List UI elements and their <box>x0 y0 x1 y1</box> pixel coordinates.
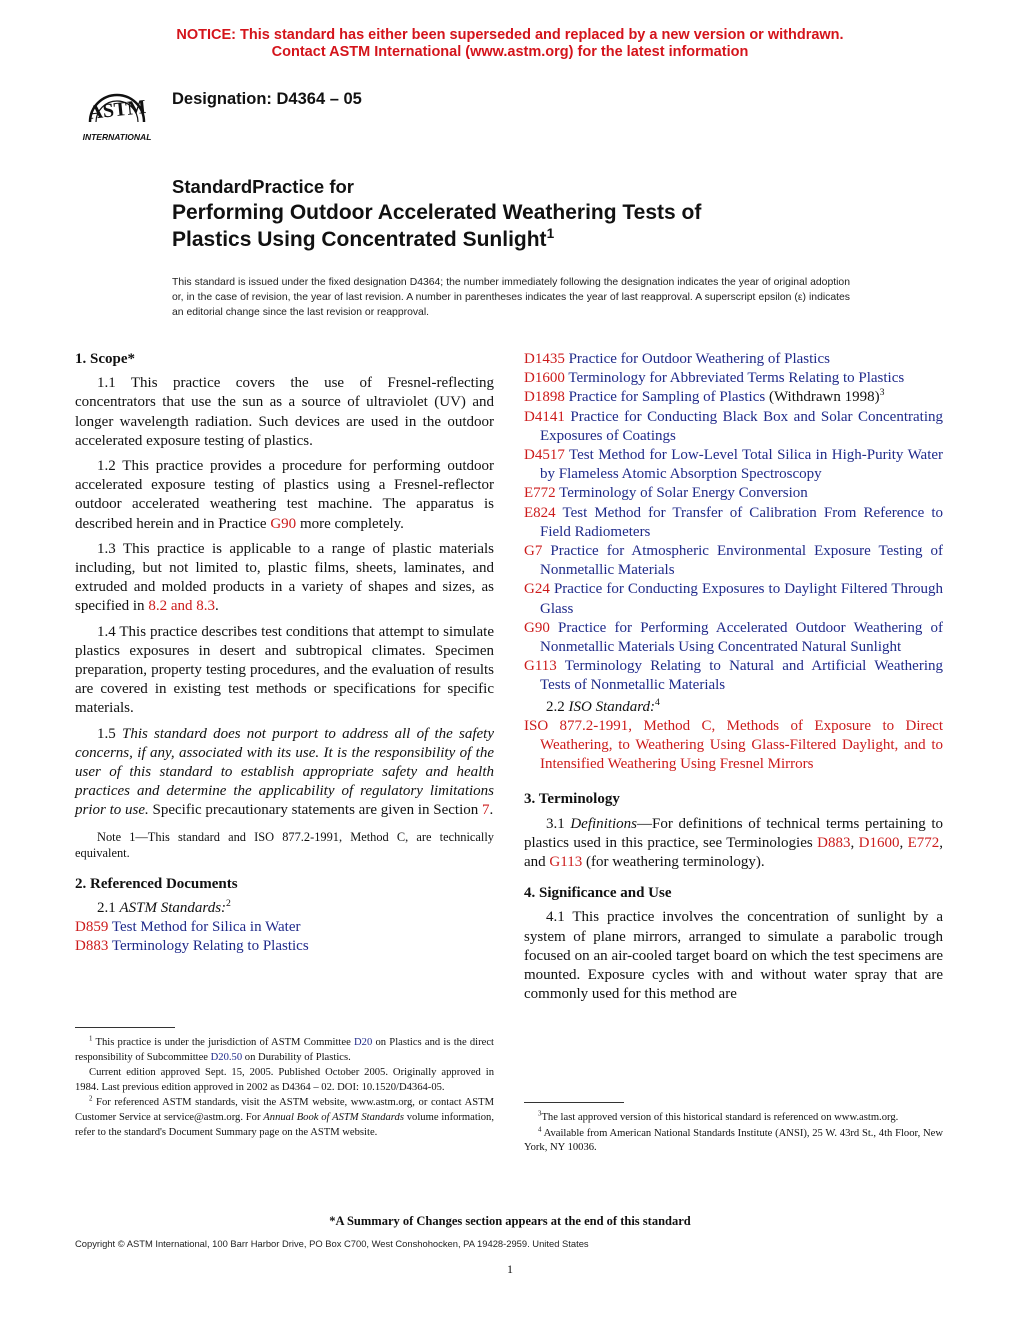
footnote-1-text-c: on Durability of Plastics. <box>242 1051 351 1063</box>
ref-item[interactable] <box>524 542 943 580</box>
title-block <box>172 175 872 253</box>
footnotes-right <box>524 1111 943 1157</box>
para-3-1-text-b: (for weathering terminology). <box>582 854 765 871</box>
para-2-2-sup: 4 <box>655 696 660 708</box>
para-1-5-text-b: Specific precautionary statements are given in Section <box>148 802 482 819</box>
sep: , <box>850 834 859 851</box>
iso-ref-text[interactable]: ISO 877.2-1991, Method C, Methods of Exposure to Direct Weathering, to Weathering Using Glass-Filtered Daylight, and to Intensified Weathering Using Fresnel Mirrors <box>524 717 943 773</box>
para-2-1 <box>75 899 494 918</box>
ref-item[interactable] <box>75 918 494 937</box>
footnote-1 <box>75 1036 494 1065</box>
ref-item[interactable] <box>524 408 943 446</box>
footnote-3-mark: 3 <box>538 1110 542 1118</box>
ref-code[interactable]: D4141 <box>524 408 565 425</box>
footnote-rule-left <box>75 1027 175 1028</box>
para-1-3-text-a: 1.3 This practice is applicable to a range of plastic materials including, but not limited to, plastic films, sheets, laminates, and extruded and molded products in a variety of shapes and sizes, as specified in <box>75 540 494 615</box>
para-3-1 <box>524 815 943 873</box>
sep: , <box>899 834 908 851</box>
para-1-3 <box>75 540 494 617</box>
para-1-2-text-b: more completely. <box>296 515 404 532</box>
ref-code[interactable]: D4517 <box>524 447 565 464</box>
ref-code[interactable]: G24 <box>524 581 550 598</box>
ref-title[interactable]: Practice for Conducting Exposures to Daylight Filtered Through Glass <box>540 581 944 617</box>
footnotes-left <box>75 1036 494 1141</box>
referenced-list-right <box>524 350 943 696</box>
footnote-2-mark: 2 <box>89 1095 93 1103</box>
ref-title[interactable]: Terminology for Abbreviated Terms Relating to Plastics <box>568 370 905 387</box>
ref-title[interactable]: Test Method for Silica in Water <box>111 919 301 936</box>
ref-item[interactable] <box>524 369 943 388</box>
ref-code[interactable]: D883 <box>75 938 109 955</box>
footnote-3-text: The last approved version of this historical standard is referenced on www.astm.org. <box>541 1112 899 1123</box>
title-line-1: Performing Outdoor Accelerated Weathering Tests of <box>172 201 702 224</box>
logo-text: ASTM <box>87 96 148 124</box>
ref-item[interactable] <box>524 350 943 369</box>
right-column <box>524 350 943 1011</box>
para-1-2 <box>75 457 494 534</box>
ref-title[interactable]: Terminology Relating to Natural and Artificial Weathering Tests of Nonmetallic Materials <box>540 658 943 694</box>
para-1-5-italic: This standard does not purport to address all of the safety concerns, if any, associated with its use. It is the responsibility of the user of this standard to establish appropriate safety and health practices and determine the applicability of regulatory limitations prior to use. <box>75 725 495 819</box>
footnote-1-mark: 1 <box>89 1035 93 1043</box>
note-1: Note 1—This standard and ISO 877.2-1991, Method C, are technically equivalent. <box>75 829 494 860</box>
logo-subtext: INTERNATIONAL <box>82 132 152 142</box>
notice-line-2: Contact ASTM International (www.astm.org) for the latest information <box>271 44 749 60</box>
title-footnote-mark: 1 <box>546 226 555 241</box>
footnote-1-edition: Current edition approved Sept. 15, 2005. Published October 2005. Originally approved in 1984. Last previous edition approved in 2002 as D4364 – 02. DOI: 10.1520/D4364-05. <box>75 1067 494 1093</box>
ref-title[interactable]: Test Method for Transfer of Calibration From Reference to Field Radiometers <box>540 504 943 540</box>
ref-item[interactable] <box>524 388 943 407</box>
footnote-3 <box>524 1111 943 1126</box>
ref-title[interactable]: Practice for Performing Accelerated Outdoor Weathering of Nonmetallic Materials Using Concentrated Natural Sunlight <box>540 619 944 656</box>
footnote-1-text-a: This practice is under the jurisdiction of ASTM Committee <box>95 1037 355 1048</box>
ref-suffix: (Withdrawn 1998) <box>765 389 880 406</box>
footnote-2-italic: Annual Book of ASTM Standards <box>263 1111 404 1123</box>
link-e772[interactable]: E772 <box>907 834 940 851</box>
para-1-4: 1.4 This practice describes test conditions that attempt to simulate plastics exposures in desert and subtropical climates. Specimen preparation, property testing procedures, and the evaluation of results are covered in existing test methods or specifications for specific materials. <box>75 623 494 717</box>
ref-footnote-mark: 3 <box>879 387 885 399</box>
ref-item[interactable] <box>524 446 943 484</box>
para-3-1-num: 3.1 <box>546 815 571 832</box>
para-3-1-text-a: —For definitions of technical terms pertaining to plastics used in this practice, see Terminologies <box>524 815 943 851</box>
iso-ref[interactable] <box>524 717 943 775</box>
significance-heading: 4. Significance and Use <box>524 885 672 902</box>
para-2-1-italic: ASTM Standards: <box>119 899 227 916</box>
footnote-4-mark: 4 <box>538 1126 542 1134</box>
ref-code[interactable]: G113 <box>524 658 557 675</box>
ref-title[interactable]: Practice for Sampling of Plastics <box>568 389 766 406</box>
designation: Designation: D4364 – 05 <box>172 90 362 108</box>
ref-code[interactable]: E772 <box>524 485 556 502</box>
ref-code[interactable]: D1600 <box>524 370 565 387</box>
footnote-4 <box>524 1127 943 1156</box>
ref-title[interactable]: Terminology of Solar Energy Conversion <box>559 485 808 502</box>
title-line-2-text: Plastics Using Concentrated Sunlight <box>172 228 547 251</box>
ref-item[interactable] <box>524 657 943 695</box>
ref-title[interactable]: Practice for Atmospheric Environmental Exposure Testing of Nonmetallic Materials <box>540 543 944 579</box>
para-1-5 <box>75 725 494 821</box>
ref-item[interactable] <box>524 484 943 503</box>
ref-code[interactable]: D859 <box>75 919 109 936</box>
para-3-1-italic: Definitions <box>570 815 638 832</box>
para-2-2-italic: ISO Standard: <box>568 698 656 715</box>
ref-code[interactable]: E824 <box>524 504 556 521</box>
withdrawal-notice <box>0 27 1020 61</box>
para-2-1-num: 2.1 <box>97 899 120 916</box>
footnote-1-text-b: on Plastics and is the direct responsibility of Subcommittee <box>75 1037 495 1063</box>
footnote-2 <box>75 1096 494 1140</box>
astm-logo-icon <box>72 78 162 146</box>
ref-item[interactable] <box>75 937 494 956</box>
ref-item[interactable] <box>524 504 943 542</box>
ref-title[interactable]: Test Method for Low-Level Total Silica in High-Purity Water by Flameless Atomic Absorption Spectroscopy <box>540 447 944 483</box>
footnote-2-text-a: For referenced ASTM standards, visit the ASTM website, www.astm.org, or contact ASTM Customer Service at service@astm.org. For <box>75 1097 495 1123</box>
link-section-7[interactable]: 7 <box>481 802 490 819</box>
ref-code[interactable]: G7 <box>524 543 543 560</box>
ref-item[interactable] <box>524 619 943 657</box>
ref-title[interactable]: Practice for Outdoor Weathering of Plastics <box>568 351 830 367</box>
ref-code[interactable]: G90 <box>524 619 550 636</box>
para-1-5-text-c: . <box>489 802 494 819</box>
para-1-3-text-b: . <box>214 598 219 615</box>
para-1-2-text-a: 1.2 This practice provides a procedure for performing outdoor accelerated exposure testing of plastics using a Fresnel-reflector outdoor accelerated weathering test machine. The apparatus is described herein and in Practice <box>75 458 494 532</box>
summary-of-changes-notice: *A Summary of Changes section appears at the end of this standard <box>329 1214 691 1228</box>
para-2-2 <box>524 698 943 717</box>
copyright: Copyright © ASTM International, 100 Barr Harbor Drive, PO Box C700, West Conshohocken, PA 19428-2959. United States <box>75 1238 589 1249</box>
para-1-1: 1.1 This practice covers the use of Fresnel-reflecting concentrators that use the sun as a source of ultraviolet (UV) and longer wavelength radiation. Such devices are used in the outdoor accelerated exposure testing of plastics. <box>75 375 494 449</box>
para-2-2-num: 2.2 <box>546 698 569 715</box>
ref-title[interactable]: Terminology Relating to Plastics <box>111 938 309 955</box>
ref-code[interactable]: D1435 <box>524 351 565 367</box>
link-d883[interactable]: D883 <box>817 834 851 851</box>
issue-note: This standard is issued under the fixed designation D4364; the number immediately following the designation indicates the year of original adoption or, in the case of revision, the year of last revision. A number in parentheses indicates the year of last reapproval. A superscript epsilon (ε) indicates an editorial change since the last revision or reapproval. <box>172 277 850 318</box>
scope-heading: 1. Scope* <box>75 351 135 367</box>
ref-title[interactable]: Practice for Conducting Black Box and Solar Concentrating Exposures of Coatings <box>540 408 943 444</box>
para-2-1-sup: 2 <box>226 897 231 909</box>
standard-type: StandardPractice for <box>172 176 354 197</box>
astm-logo <box>72 78 162 146</box>
sep: , and <box>524 834 944 871</box>
notice-line-1: NOTICE: This standard has either been superseded and replaced by a new version or withdrawn. <box>176 27 844 43</box>
link-d20[interactable]: D20 <box>354 1037 373 1048</box>
ref-item[interactable] <box>524 580 943 618</box>
para-4-1: 4.1 This practice involves the concentration of sunlight by a system of plane mirrors, arranged to simulate a parabolic trough focused on an air-cooled target board on which the test specimens are mounted. Exposure cycles with and without water spray that are commonly used for this method are <box>524 909 943 1003</box>
terminology-heading: 3. Terminology <box>524 791 620 808</box>
page-number: 1 <box>507 1262 513 1276</box>
title-line-2 <box>172 226 872 253</box>
left-column <box>75 350 494 956</box>
para-1-5-num: 1.5 <box>97 725 122 742</box>
referenced-heading: 2. Referenced Documents <box>75 875 238 892</box>
link-d20-50[interactable]: D20.50 <box>210 1051 243 1063</box>
link-d1600[interactable]: D1600 <box>858 834 900 851</box>
link-g113[interactable]: G113 <box>549 854 583 871</box>
footnote-4-text: Available from American National Standards Institute (ANSI), 25 W. 43rd St., 4th Floor, New York, NY 10036. <box>524 1127 943 1154</box>
ref-code[interactable]: D1898 <box>524 389 565 406</box>
footnote-rule-right <box>524 1102 624 1103</box>
link-section-8[interactable]: 8.2 and 8.3 <box>148 598 215 615</box>
link-g90[interactable]: G90 <box>270 515 297 532</box>
footnote-2-text-b: volume information, refer to the standard's Document Summary page on the ASTM website. <box>75 1111 494 1138</box>
